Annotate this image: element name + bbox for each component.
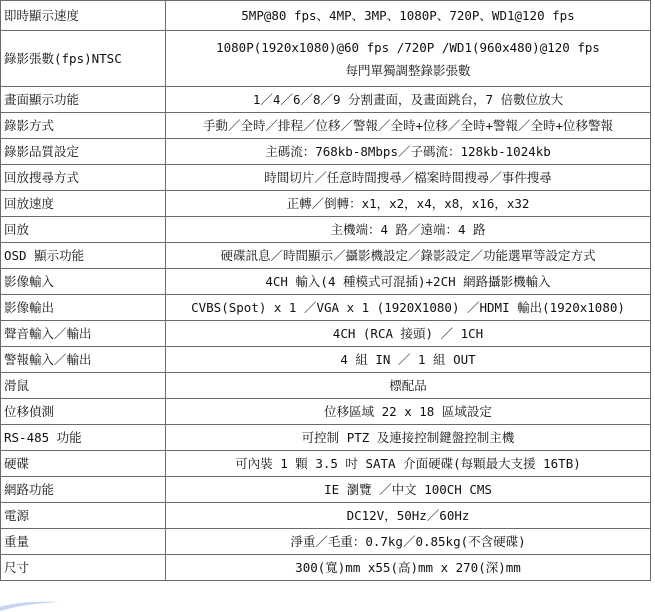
spec-value: [166, 477, 651, 503]
spec-value-line: 硬碟訊息／時間顯示／攝影機設定／錄影設定／功能選單等設定方式: [220, 248, 596, 263]
spec-label: OSD 顯示功能: [1, 243, 166, 269]
spec-row: [1, 451, 651, 477]
spec-label: 重量: [1, 529, 166, 555]
spec-row: [1, 31, 651, 87]
spec-row: [1, 529, 651, 555]
spec-label: 影像輸入: [1, 269, 166, 295]
spec-value: [166, 399, 651, 425]
spec-value: [166, 321, 651, 347]
spec-label: 錄影方式: [1, 113, 166, 139]
spec-label: 滑鼠: [1, 373, 166, 399]
spec-label: 回放搜尋方式: [1, 165, 166, 191]
spec-label: 即時顯示速度: [1, 1, 166, 31]
spec-row: [1, 425, 651, 451]
spec-value-line: 可控制 PTZ 及連接控制鍵盤控制主機: [301, 430, 515, 445]
spec-label: 畫面顯示功能: [1, 87, 166, 113]
decorative-swoosh: [0, 598, 60, 612]
spec-value-line: 1080P(1920x1080)@60 fps /720P /WD1(960x480)@120 fps: [216, 39, 600, 55]
spec-value: [166, 243, 651, 269]
spec-value-line: 時間切片／任意時間搜尋／檔案時間搜尋／事件搜尋: [264, 170, 552, 185]
spec-row: [1, 87, 651, 113]
spec-label: 硬碟: [1, 451, 166, 477]
spec-value-line: 主機端：4 路／遠端：4 路: [330, 222, 486, 237]
spec-value: [166, 555, 651, 581]
spec-value-line: IE 瀏覽 ／中文 100CH CMS: [324, 482, 492, 497]
spec-value-line: 標配品: [389, 378, 427, 393]
spec-row: [1, 165, 651, 191]
spec-value-line: 正轉／倒轉：x1，x2，x4，x8，x16，x32: [286, 196, 530, 211]
spec-value-line: 可內裝 1 顆 3.5 吋 SATA 介面硬碟(每顆最大支援 16TB): [235, 456, 581, 471]
spec-value: [166, 217, 651, 243]
spec-label: 錄影品質設定: [1, 139, 166, 165]
spec-row: [1, 399, 651, 425]
spec-label: 錄影張數(fps)NTSC: [1, 31, 166, 87]
spec-label: 回放速度: [1, 191, 166, 217]
spec-value-line: 主碼流：768kb-8Mbps／子碼流：128kb-1024kb: [265, 144, 551, 159]
spec-value: [166, 347, 651, 373]
spec-label: 影像輸出: [1, 295, 166, 321]
spec-row: [1, 347, 651, 373]
spec-row: [1, 477, 651, 503]
spec-label: 電源: [1, 503, 166, 529]
spec-value: [166, 31, 651, 87]
spec-value-line: 5MP@80 fps、4MP、3MP、1080P、720P、WD1@120 fps: [241, 8, 575, 23]
spec-value: [166, 529, 651, 555]
spec-label: 回放: [1, 217, 166, 243]
spec-row: [1, 269, 651, 295]
spec-row: [1, 113, 651, 139]
spec-row: [1, 295, 651, 321]
spec-label: 位移偵測: [1, 399, 166, 425]
spec-value: [166, 1, 651, 31]
spec-value-line: 1／4／6／8／9 分割畫面，及畫面跳台，7 倍數位放大: [252, 92, 564, 107]
spec-value-line: 300(寬)mm x55(高)mm x 270(深)mm: [295, 560, 521, 575]
spec-value: [166, 113, 651, 139]
spec-value: [166, 87, 651, 113]
spec-value-line: 位移區域 22 x 18 區域設定: [324, 404, 492, 419]
spec-value-line: 每門單獨調整錄影張數: [345, 62, 471, 78]
spec-value: [166, 139, 651, 165]
spec-value: [166, 191, 651, 217]
spec-value-line: DC12V，50Hz／60Hz: [346, 508, 470, 523]
spec-label: 尺寸: [1, 555, 166, 581]
spec-value-line: 4CH 輸入(4 種模式可混插)+2CH 網路攝影機輸入: [265, 274, 551, 289]
spec-row: [1, 503, 651, 529]
spec-value: [166, 165, 651, 191]
spec-row: [1, 191, 651, 217]
spec-row: [1, 217, 651, 243]
spec-row: [1, 243, 651, 269]
spec-value-line: CVBS(Spot) x 1 ／VGA x 1 (1920X1080) ／HDMI 輸出(1920x1080): [191, 300, 625, 315]
spec-value-line: 4CH (RCA 接頭) ／ 1CH: [332, 326, 484, 341]
spec-row: [1, 555, 651, 581]
spec-value: [166, 295, 651, 321]
spec-value: [166, 269, 651, 295]
spec-row: [1, 1, 651, 31]
spec-value-line: 4 組 IN ／ 1 組 OUT: [340, 352, 476, 367]
spec-row: [1, 373, 651, 399]
spec-row: [1, 139, 651, 165]
spec-value-line: 淨重／毛重：0.7kg／0.85kg(不含硬碟): [290, 534, 526, 549]
spec-table-body: [1, 1, 651, 581]
spec-label: RS-485 功能: [1, 425, 166, 451]
spec-value: [166, 503, 651, 529]
spec-value: [166, 451, 651, 477]
spec-value: [166, 425, 651, 451]
spec-label: 聲音輸入／輸出: [1, 321, 166, 347]
spec-row: [1, 321, 651, 347]
spec-value-line: 手動／全時／排程／位移／警報／全時+位移／全時+警報／全時+位移警報: [202, 118, 614, 133]
spec-label: 警報輸入／輸出: [1, 347, 166, 373]
spec-label: 網路功能: [1, 477, 166, 503]
spec-value: [166, 373, 651, 399]
